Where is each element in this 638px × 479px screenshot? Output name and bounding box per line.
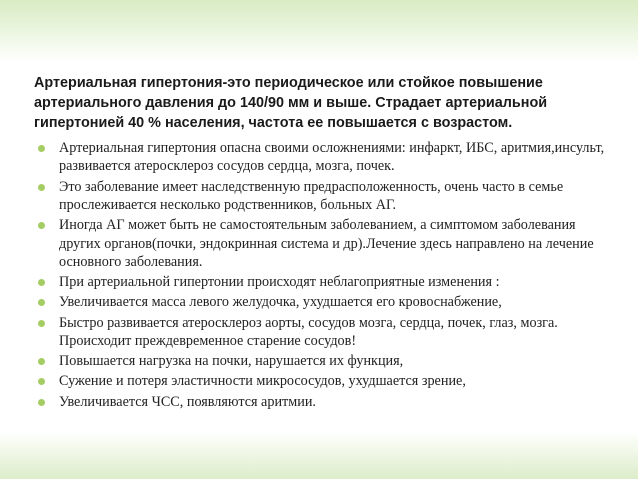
bullet-text: Артериальная гипертония опасна своими осложнениями: инфаркт, ИБС, аритмия,инсульт, развивается атеросклероз сосудов сердца, мозга, почек. [59, 140, 605, 175]
bullet-text: Сужение и потеря эластичности микрососудов, ухудшается зрение, [59, 373, 466, 390]
bullet-dot-icon [38, 279, 45, 286]
bullet-text: При артериальной гипертонии происходят неблагоприятные изменения : [59, 274, 500, 291]
bullet-dot-icon [38, 320, 45, 327]
bullet-item [36, 352, 608, 370]
bullet-dot-icon [38, 184, 45, 191]
bullet-item [36, 372, 608, 390]
bullet-text: Увеличивается ЧСС, появляются аритмии. [59, 393, 316, 410]
bullet-item [36, 273, 608, 291]
bullet-list [36, 139, 608, 413]
bullet-text: Иногда АГ может быть не самостоятельным заболеванием, а симптомом заболевания других органов(почки, эндокринная система и др).Лечение здесь направлено на лечение основного заболевания. [59, 217, 594, 271]
top-decorative-band [0, 0, 638, 62]
bullet-item [36, 314, 608, 351]
bullet-item [36, 178, 608, 215]
bullet-dot-icon [38, 378, 45, 385]
bullet-dot-icon [38, 399, 45, 406]
slide-title: Артериальная гипертония-это периодическое или стойкое повышение артериального давления до 140/90 мм и выше. Страдает артериальной гипертонией 40 % населения, частота ее повышается с возрастом. [34, 75, 548, 131]
bullet-item [36, 216, 608, 271]
bullet-item [36, 139, 608, 176]
bullet-dot-icon [38, 145, 45, 152]
bullet-text: Повышается нагрузка на почки, нарушается их функция, [59, 353, 404, 370]
bullet-dot-icon [38, 358, 45, 365]
bullet-item [36, 293, 608, 311]
bullet-text: Быстро развивается атеросклероз аорты, сосудов мозга, сердца, почек, глаз, мозга. Происходит преждевременное старение сосудов! [59, 314, 558, 350]
bullet-item [36, 393, 608, 411]
bullet-dot-icon [38, 222, 45, 229]
bullet-text: Увеличивается масса левого желудочка, ухудшается его кровоснабжение, [59, 294, 502, 311]
bullet-text: Это заболевание имеет наследственную предрасположенность, очень часто в семье прослеживается несколько родственников, больных АГ. [59, 178, 564, 214]
bottom-decorative-band [0, 431, 638, 479]
bullet-dot-icon [38, 299, 45, 306]
